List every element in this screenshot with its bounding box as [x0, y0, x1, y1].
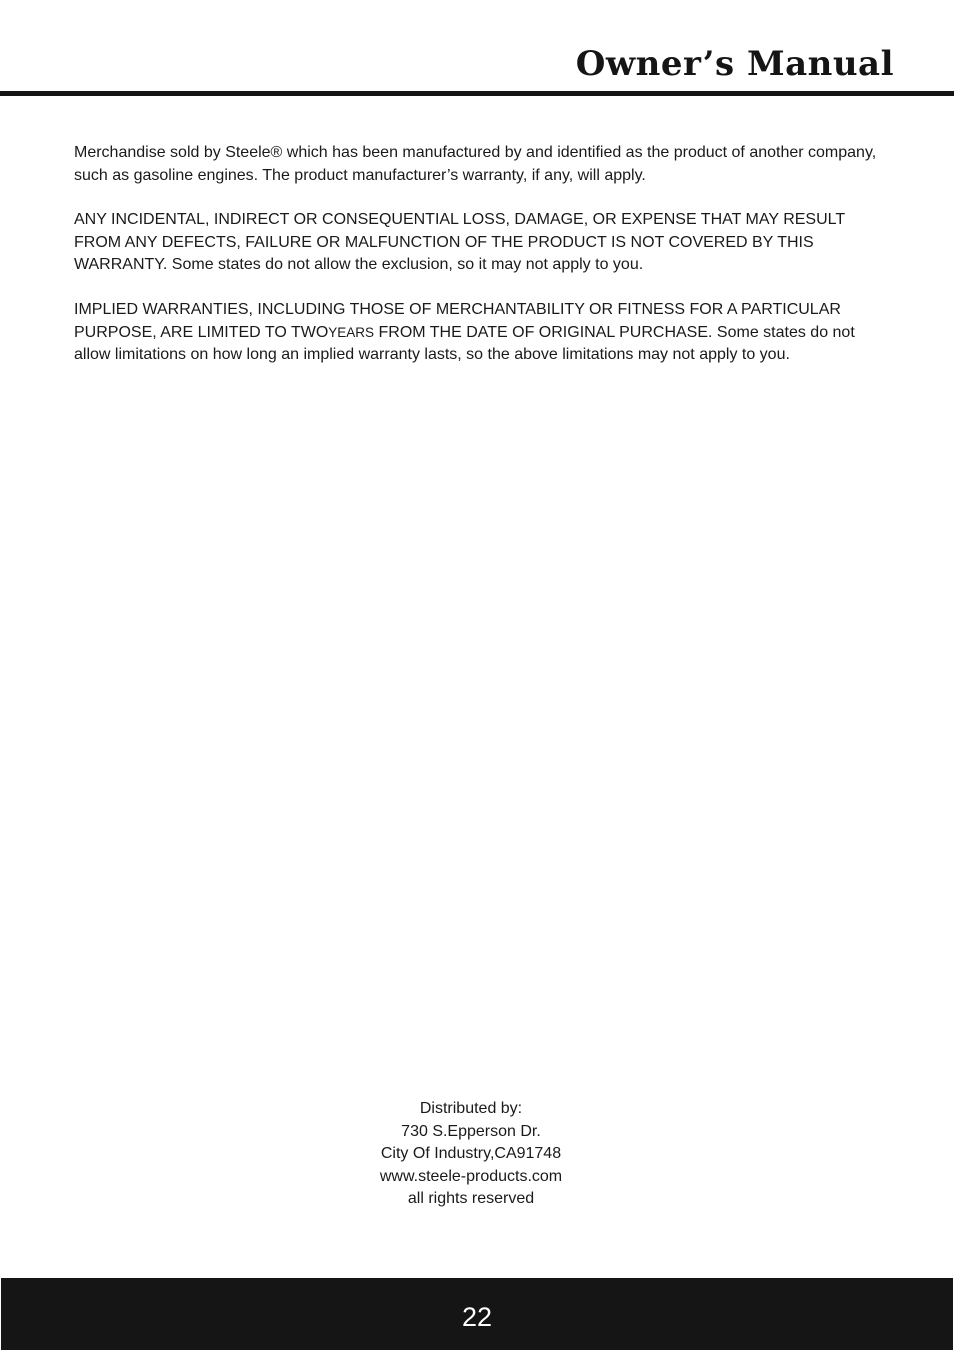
- page-title: Owner’s Manual: [575, 44, 894, 84]
- footer-bar: [1, 1278, 953, 1350]
- warranty-text: [74, 142, 894, 389]
- implied-years-word: YEARS: [328, 324, 375, 340]
- implied-text-end: FROM THE DATE OF ORIGINAL PURCHASE. Some states do not allow limitations on how long an implied warranty lasts, so the above limitations may not apply to you.: [74, 323, 855, 364]
- page-number: 22: [461, 1302, 493, 1332]
- distributor-website: www.steele-products.com: [379, 1167, 563, 1185]
- paragraph-merchandise: Merchandise sold by Steele® which has been manufactured by and identified as the product of another company, such as gasoline engines. The product manufacturer’s warranty, if any, will apply.: [74, 144, 877, 184]
- distributor-city: City Of Industry,CA91748: [380, 1145, 562, 1163]
- distributor-rights: all rights reserved: [407, 1190, 535, 1208]
- paragraph-incidental-loss: ANY INCIDENTAL, INDIRECT OR CONSEQUENTIAL LOSS, DAMAGE, OR EXPENSE THAT MAY RESULT FROM ANY DEFECTS, FAILURE OR MALFUNCTION OF THE PRODUCT IS NOT COVERED BY THIS WARRANTY. Some states do not allow the exclusion, so it may not apply to you.: [74, 211, 845, 274]
- distributor-label: Distributed by:: [419, 1100, 523, 1117]
- paragraph-implied-warranties: [74, 299, 894, 367]
- distributor-block: [0, 1098, 942, 1211]
- header-divider: [0, 91, 954, 96]
- distributor-street: 730 S.Epperson Dr.: [401, 1122, 541, 1140]
- implied-text-start: IMPLIED WARRANTIES, INCLUDING THOSE OF MERCHANTABILITY OR FITNESS FOR A PARTICULAR PURPOSE, ARE LIMITED TO TWO: [74, 300, 841, 341]
